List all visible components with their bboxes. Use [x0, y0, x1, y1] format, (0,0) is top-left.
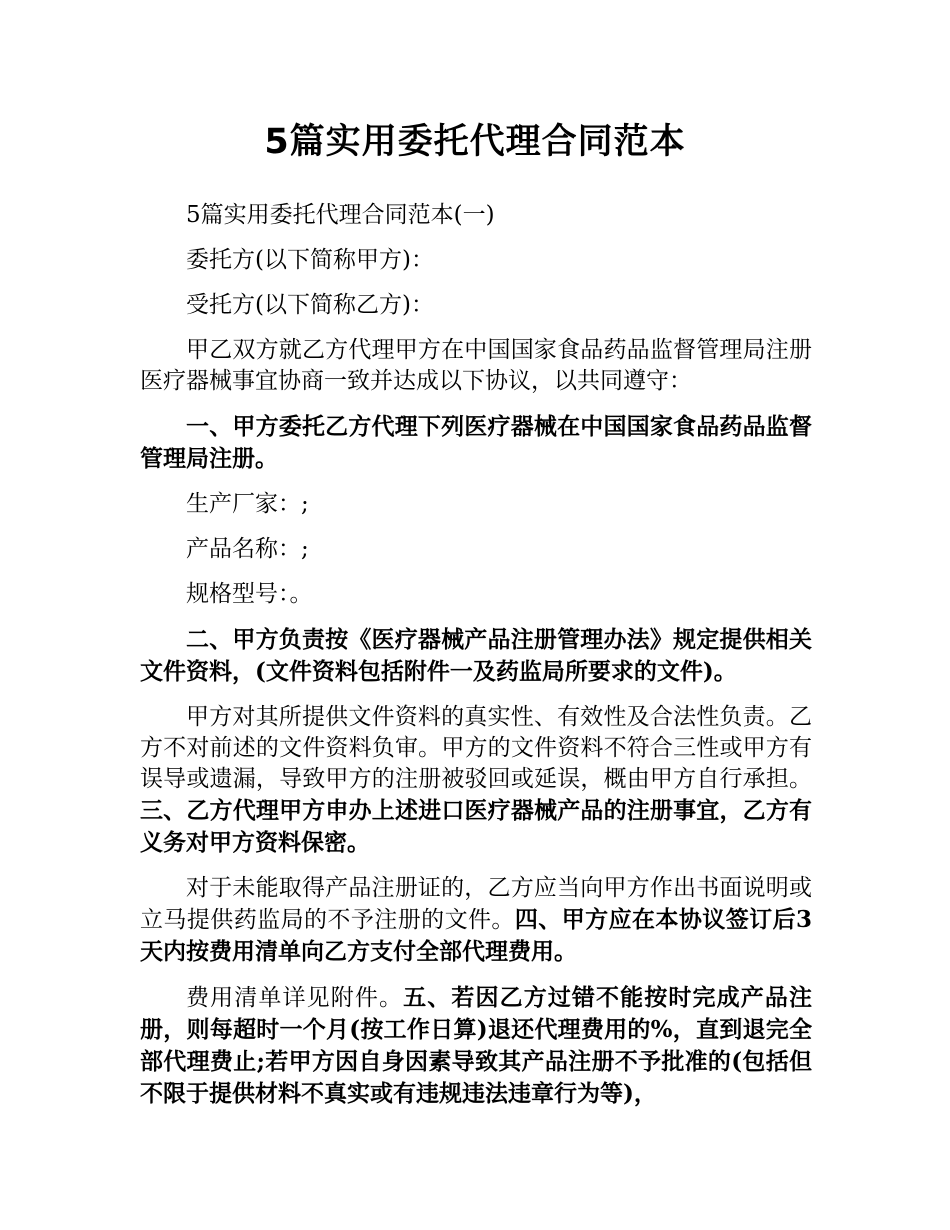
paragraph-text: 5篇实用委托代理合同范本(一) — [186, 202, 495, 228]
paragraph — [140, 873, 812, 968]
bold-clause-text: 五、若因乙方过错不能按时完成产品注册，则每超时一个月(按工作日算)退还代理费用的%，直到退完全部代理费止;若甲方因自身因素导致其产品注册不予批准的(包括但不限于提供材料不真实或有违规违法违章行为等)， — [140, 984, 813, 1107]
paragraph — [140, 624, 812, 688]
paragraph-text: 费用清单详见附件。 — [186, 985, 404, 1011]
paragraph-text: 受托方(以下简称乙方)： — [186, 292, 434, 318]
bold-clause-text: 一、甲方委托乙方代理下列医疗器械在中国国家食品药品监督管理局注册。 — [140, 413, 812, 472]
paragraph-text: 甲方对其所提供文件资料的真实性、有效性及合法性负责。乙方不对前述的文件资料负审。甲方的文件资料不符合三性或甲方有误导或遗漏，导致甲方的注册被驳回或延误，概由甲方自行承担。 — [140, 704, 812, 792]
paragraph-text: 委托方(以下简称甲方)： — [186, 247, 434, 273]
paragraph — [140, 245, 812, 276]
document-body — [140, 200, 812, 1124]
paragraph — [140, 702, 812, 859]
paragraph — [140, 982, 812, 1110]
paragraph — [140, 489, 812, 520]
paragraph — [140, 335, 812, 397]
paragraph-text: 对于未能取得产品注册证的，乙方应当向甲方作出书面说明或立马提供药监局的不予注册的文件。 — [140, 875, 812, 933]
paragraph-text: 生产厂家：; — [186, 491, 309, 517]
paragraph — [140, 534, 812, 565]
paragraph-text: 规格型号：。 — [186, 581, 313, 607]
paragraph-text: 产品名称：; — [186, 536, 309, 562]
paragraph — [140, 579, 812, 610]
paragraph — [140, 411, 812, 475]
bold-clause-text: 四、甲方应在本协议签订后3天内按费用清单向乙方支付全部代理费用。 — [140, 906, 812, 965]
paragraph — [140, 200, 812, 231]
paragraph — [140, 290, 812, 321]
bold-clause-text: 三、乙方代理甲方申办上述进口医疗器械产品的注册事宜，乙方有义务对甲方资料保密。 — [140, 797, 812, 856]
document-title: 5篇实用委托代理合同范本 — [264, 122, 686, 162]
bold-clause-text: 二、甲方负责按《医疗器械产品注册管理办法》规定提供相关文件资料，(文件资料包括附件一及药监局所要求的文件)。 — [140, 626, 812, 685]
paragraph-text: 甲乙双方就乙方代理甲方在中国国家食品药品监督管理局注册医疗器械事宜协商一致并达成以下协议，以共同遵守： — [140, 337, 812, 394]
